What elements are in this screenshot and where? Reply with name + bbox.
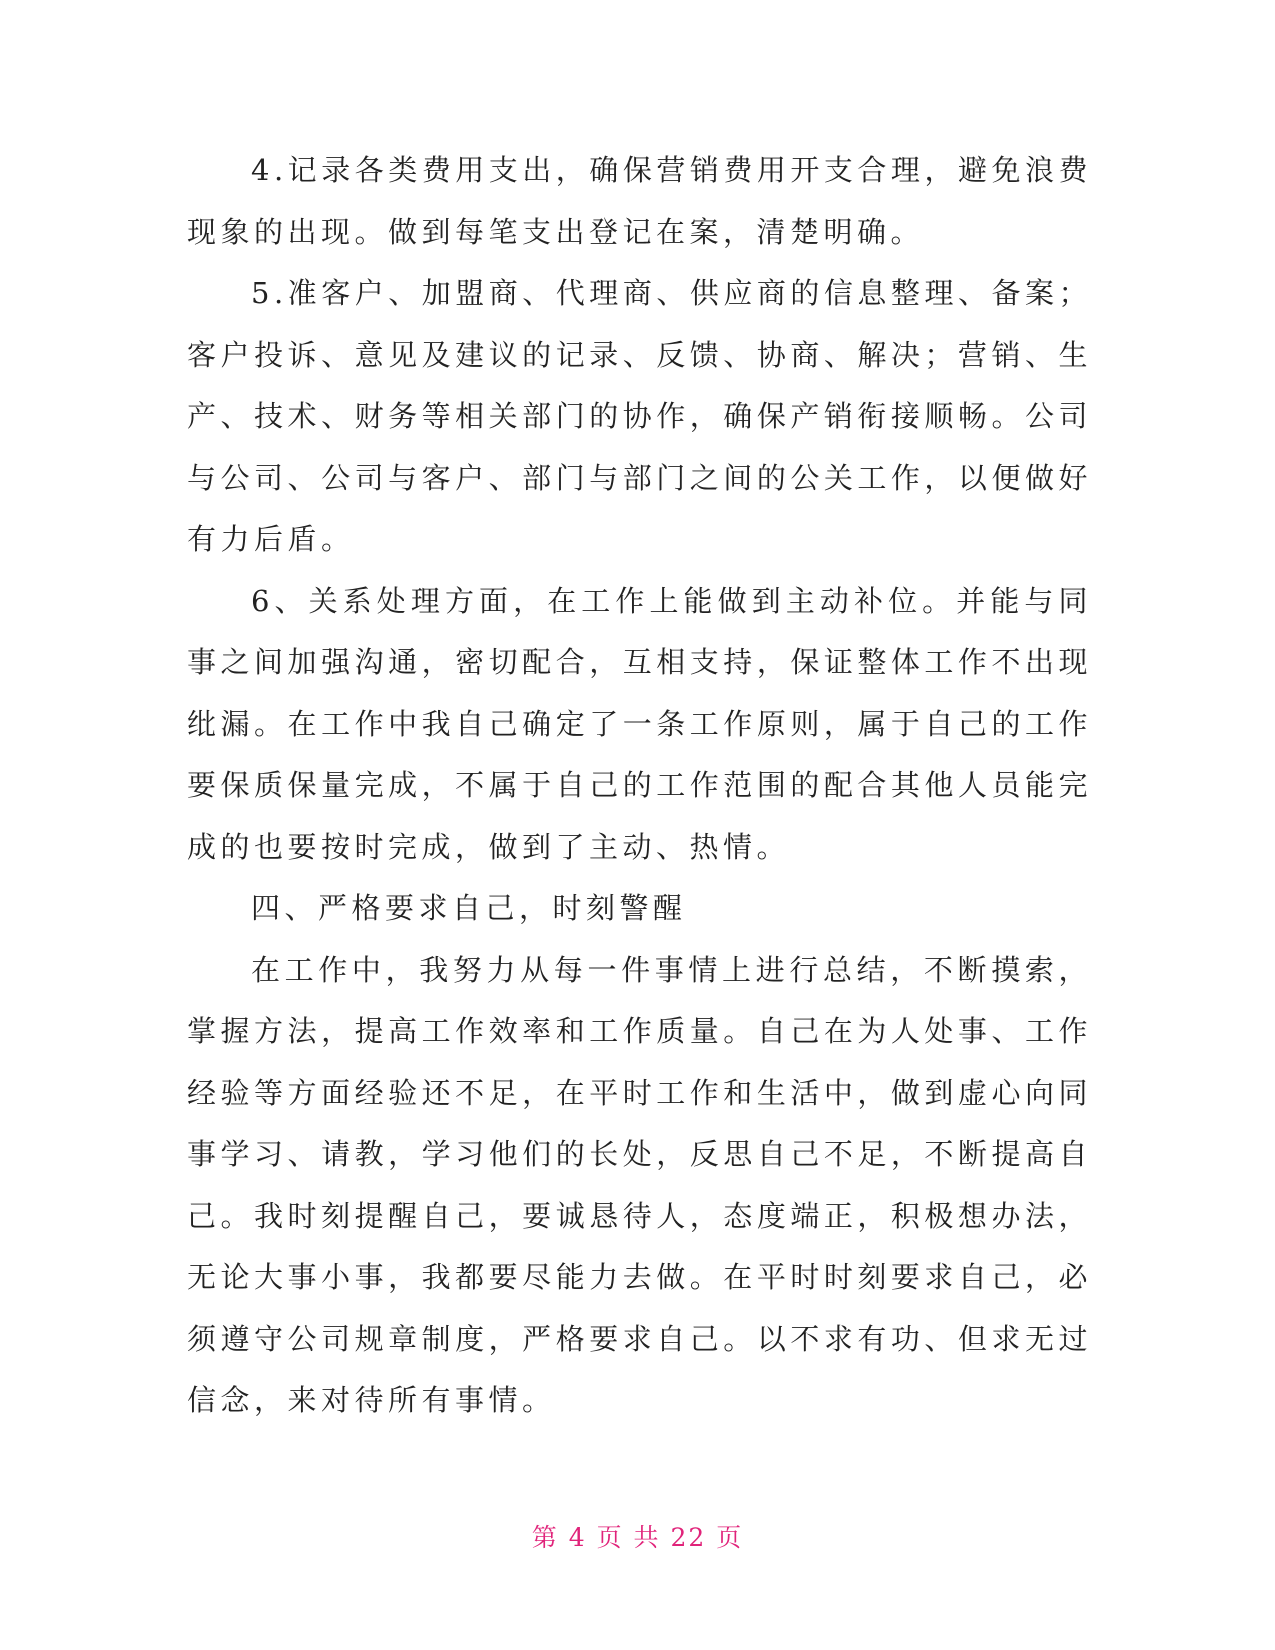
paragraph-item-5: 5.准客户、加盟商、代理商、供应商的信息整理、备案；客户投诉、意见及建议的记录、反馈、协商、解决；营销、生产、技术、财务等相关部门的协作，确保产销衔接顺畅。公司与公司、公司与客户、部门与部门之间的公关工作，以便做好有力后盾。	[187, 276, 1092, 556]
paragraph-item-4: 4.记录各类费用支出，确保营销费用开支合理，避免浪费现象的出现。做到每笔支出登记在案，清楚明确。	[187, 153, 1092, 249]
section-paragraph: 在工作中，我努力从每一件事情上进行总结，不断摸索，掌握方法，提高工作效率和工作质量。自己在为人处事、工作经验等方面经验还不足，在平时工作和生活中，做到虚心向同事学习、请教，学习他们的长处，反思自己不足，不断提高自己。我时刻提醒自己，要诚恳待人，态度端正，积极想办法，无论大事小事，我都要尽能力去做。在平时时刻要求自己，必须遵守公司规章制度，严格要求自己。以不求有功、但求无过信念，来对待所有事情。	[187, 952, 1092, 1417]
page-footer	[0, 1518, 1275, 1554]
paragraph-item-6: 6、关系处理方面，在工作上能做到主动补位。并能与同事之间加强沟通，密切配合，互相支持，保证整体工作不出现纰漏。在工作中我自己确定了一条工作原则，属于自己的工作要保质保量完成，不属于自己的工作范围的配合其他人员能完成的也要按时完成，做到了主动、热情。	[187, 583, 1092, 864]
document-body	[187, 140, 1092, 1432]
page-number-label: 第 4 页 共 22 页	[531, 1523, 744, 1552]
section-heading: 四、严格要求自己，时刻警醒	[251, 891, 687, 925]
